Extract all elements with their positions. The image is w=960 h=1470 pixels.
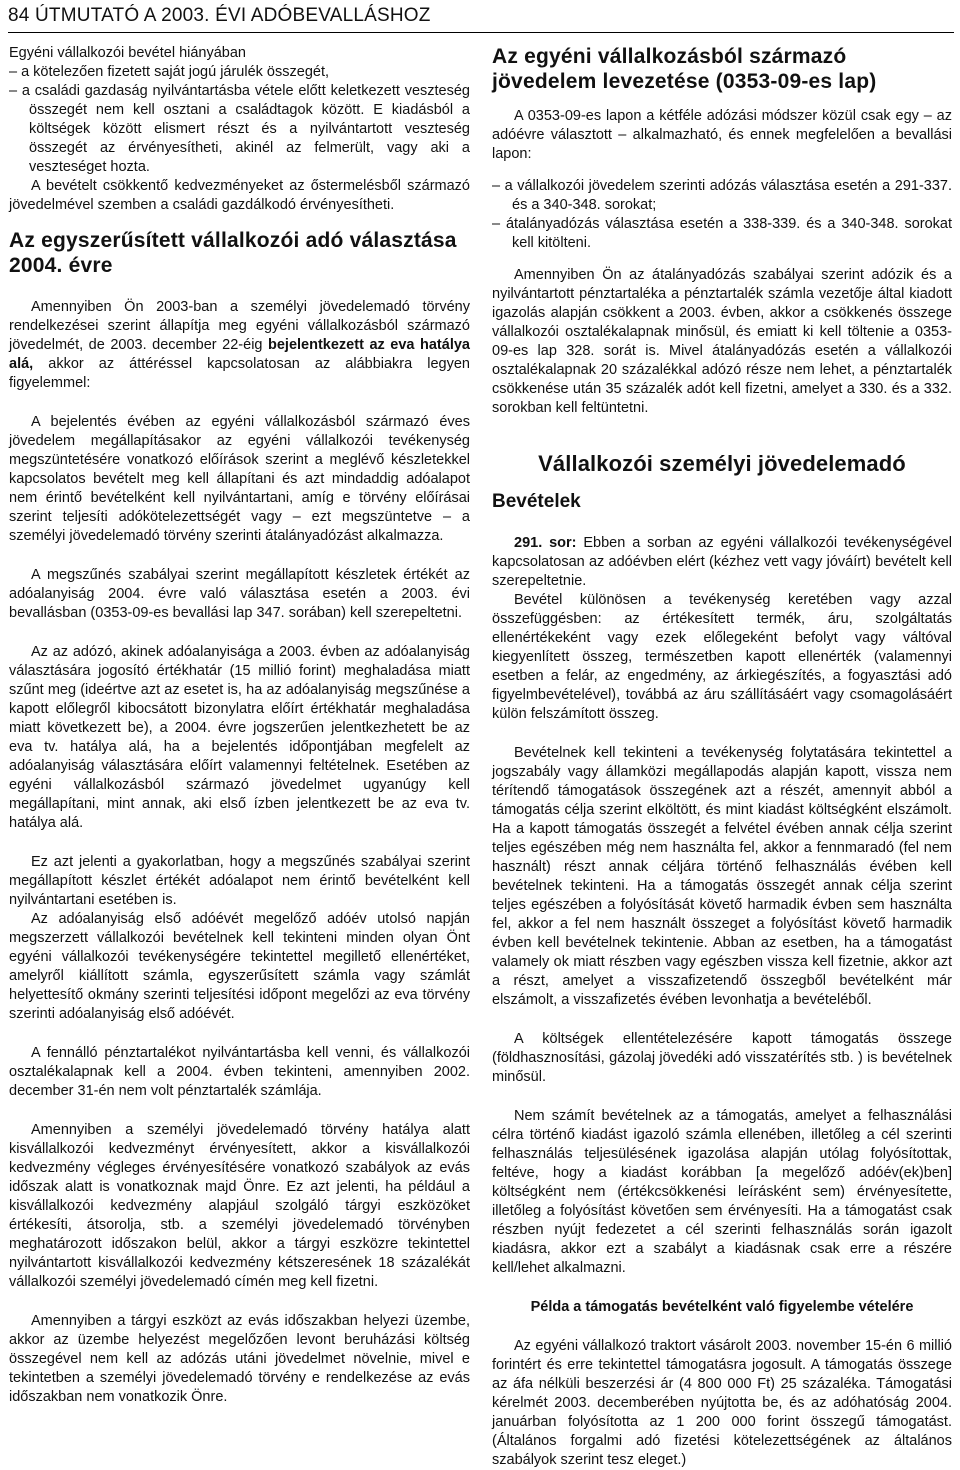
right-dash-item-2: – átalányadózás választása esetén a 338-339. és a 340-348. sorokat kell kitölteni.: [492, 216, 952, 251]
left-column: [9, 44, 470, 1407]
paragraph-9: Amennyiben a tárgyi eszközt az evás időszakban helyezi üzembe, akkor az üzembe helyezést megelőzően levont beruházási költség összegével nem kell az adózás utáni jövedelmet növelnie, mivel e tekintetben a személyi jövedelemadó törvény e rendelkezése az evás időszakban nem vonatkozik Önre.: [9, 1313, 470, 1405]
subheading-revenues: Bevételek: [492, 491, 581, 512]
intro-text: Egyéni vállalkozói bevétel hiányában: [9, 45, 246, 61]
page-header-title: 84 ÚTMUTATÓ A 2003. ÉVI ADÓBEVALLÁSHOZ: [8, 5, 431, 26]
section-heading-personal-income-tax: Vállalkozói személyi jövedelemadó: [538, 451, 906, 476]
row-291-text: Ebben a sorban az egyéni vállalkozói tevékenységével kapcsolatosan az adóévben elért (kézhez vett vagy jóváírt) bevételt kell szerepeltetnie.: [492, 535, 952, 589]
right-dash-item-1: – a vállalkozói jövedelem szerinti adózás választása esetén a 291-337. és a 340-348. sorokat;: [492, 178, 952, 213]
paragraph-1-text-c: akkor az áttéréssel kapcsolatosan az alábbiakra legyen figyelemmel:: [9, 356, 470, 391]
right-paragraph-row-291: [492, 534, 952, 591]
right-column: [492, 44, 952, 1470]
running-header: [8, 2, 954, 33]
right-paragraph-6: A költségek ellentételezésére kapott támogatás összege (földhasznosítási, gázolaj jövedéki adó visszatérítés stb. ) is bevételnek minősül.: [492, 1031, 952, 1085]
paragraph-8: Amennyiben a személyi jövedelemadó törvény hatálya alatt kisvállalkozói kedvezményt érvényesített, akkor a kisvállalkozói kedvezmény végleges érvényesítésére vonatkozó szabályok az evás időszak alatt is vonatkoznak majd Önre. Ez azt jelenti, ha például a kisvállalkozói kedvezmény alapjául szolgáló tárgyi eszközöket értékesíti, átsorolja, stb. a személyi jövedelemadó törvényben meghatározott időszakon belül, akkor a tárgyi eszközre tekintettel nyilvántartott kisvállalkozói kedvezmény kétszeresének 18 százalékát vállalkozói személyi jövedelemadó címén meg kell fizetni.: [9, 1122, 470, 1290]
dash-item-2: – a családi gazdaság nyilvántartásba vétele előtt keletkezett veszteség összegét nem kell osztani a családtagok között. E kiadásból a költségek között elismert részt és a nyilvántartott veszteség összegét az érvényesítheti, akinél az felmerült, vagy aki a veszteséget hozta.: [9, 83, 470, 175]
row-number-291: 291. sor:: [514, 535, 577, 551]
paragraph-6: Az adóalanyiság első adóévét megelőző adóév utolsó napján megszerzett vállalkozói bevételnek kell tekinteni minden olyan Önt egyéni vállalkozói tevékenységére tekintettel megillető ellenértéket, amelyről kiállított számla, egyszerűsített számla vagy számlát helyettesítő okmány szerinti teljesítési időpont megelőzi az eva törvény szerinti adóalanyiság első adóévét.: [9, 911, 470, 1022]
right-paragraph-5: Bevételnek kell tekinteni a tevékenység folytatására tekintettel a jogszabály vagy államközi megállapodás alapján kapott, vissza nem térítendő támogatások összegének azt a részét, amennyit abból a támogatás célja szerint elköltött, és mint kiadást költségként elszámolt. Ha a kapott támogatás összegét a felvétel évében annak célja szerint teljes egészében még nem használta fel, akkor a fennmaradó (fel nem használt) részt annak céljára történő felhasználás évében kell bevételnek tekinteni. Ha a támogatás összegét annak célja szerint teljes egészében a folyósítását követő harmadik évben sem használta fel, akkor a fel nem használt összeget a folyósítást követő harmadik évben kell bevételnek tekintenie. Abban az esetben, ha a támogatást valamely ok miatt részben vagy egészben vissza kell fizetnie, akkor azt a részt, amelyet a visszafizetendő összegből bevételként már elszámolt, a visszafizetés évében levonhatja a bevételéből.: [492, 745, 952, 1008]
section-heading-eva: Az egyszerűsített vállalkozói adó választása 2004. évre: [9, 229, 457, 277]
right-paragraph-2: Amennyiben Ön az átalányadózás szabályai szerint adózik és a nyilvántartott pénztartaléka a pénztartalék számla vezetője által kiadott igazolás alapján csökkent a 2003. évben, akkor a csökkenés összege vállalkozói osztalékalapnak minősül, és emiatt ki kell töltenie a 0353-09-es lap 328. sorát is. Mivel átalányadózás esetén a vállalkozói osztalékalapnak 20 százalékkal adózó része nem lehet, a pénztartalék csökkenése után 35 százalék adót kell fizetni, amelyet a 330. és a 332. sorokban kell feltüntetni.: [492, 267, 952, 416]
right-paragraph-1: A 0353-09-es lapon a kétféle adózási módszer közül csak egy – az adóévre választott – alkalmazható, és ennek megfelelően a bevallási lapon:: [492, 108, 952, 162]
paragraph-7: A fennálló pénztartalékot nyilvántartásba kell venni, és vállalkozói osztalékalapnak kell a 2004. évben tekinteni, amennyiben 2002. december 31-én nem volt pénztartalék számlája.: [9, 1045, 470, 1099]
paragraph-3: A megszűnés szabályai szerint megállapított készletek értékét az adóalanyiság 2004. évre való választása esetén a 2003. évi bevallásban (0353-09-es bevallási lap 347. sorában) kell szerepeltetni.: [9, 567, 470, 621]
right-paragraph-7: Nem számít bevételnek az a támogatás, amelyet a felhasználási célra történő kiadást igazoló számla ellenében, illetőleg a cél szerinti felhasználás teljesülésének igazolása alapján utólag folyósítottak, feltéve, hogy a kiadást korábban [a megelőző adóév(ek)ben] költségként nem (értékcsökkenési leírásként sem) érvényesítette, illetőleg a folyósítást követően sem érvényesíti. Ha a támogatást csak részben nyújt fedezetet a cél szerinti felhasználás során igazolt kiadásra, akkor ezt a szabályt a kiadásnak csak erre a részére kell/lehet alkalmazni.: [492, 1108, 952, 1276]
paragraph-4: Az az adózó, akinek adóalanyisága a 2003. évben az adóalanyiság választására jogosító értékhatár (15 millió forint) meghaladása miatt szűnt meg (ideértve azt az esetet is, ha az adóalanyiság megszűnése a kapott előlegről kibocsátott bizonylatra előírt értékhatár meghaladása miatt következett be), a 2004. évre jogszerűen jelentkezhetett be az eva tv. hatálya alá, ha a bejelentés időpontjában megfelelt az adóalanyiság választására előírt valamennyi feltételnek. Esetében az egyéni vállalkozásból származó jövedelmet ugyanúgy kell megállapítani, mint annak, aki első ízben jelentkezett be az eva tv. hatálya alá.: [9, 644, 470, 831]
paragraph-1: [9, 298, 470, 393]
paragraph-5: Ez azt jelenti a gyakorlatban, hogy a megszűnés szabályai szerint megállapított készlet értékét adóalapot nem érintő bevételként kell nyilvántartani esetében is.: [9, 854, 470, 908]
paragraph-1-bold: bejelentkezett az eva hatálya alá,: [9, 337, 470, 372]
right-paragraph-4: Bevétel különösen a tevékenység keretében vagy azzal összefüggésben: az értékesített termék, áru, szolgáltatás ellenértékeként vagy ezek előlegeként befolyt vagy váltóval kiegyenlített összeg, természetben kapott ellenérték (valamennyi esetben a felár, az engedmény, az árkiegészítés, a fogyasztási adó figyelmbevételével), továbbá az áru szállításáért vagy csomagolásáért külön felszámított összeg.: [492, 592, 952, 722]
paragraph-reduce: A bevételt csökkentő kedvezményeket az őstermelésből származó jövedelmével szemben a családi gazdálkodó érvényesítheti.: [9, 178, 470, 213]
right-paragraph-8: Az egyéni vállalkozó traktort vásárolt 2003. november 15-én 6 millió forintért és erre tekintettel támogatásra jogosult. A támogatás összege az áfa nélküli beszerzési ár (4 800 000 Ft) 25 százaléka. Támogatási kérelmét 2003. decemberében nyújtotta be, és az adóhatóság 2004. januárban folyósította az 1 200 000 forint összegű támogatást. (Általános forgalmi adó fizetési kötelezettségének az általános szabályok szerint tesz eleget.): [492, 1338, 952, 1468]
dash-item-1: – a kötelezően fizetett saját jogú járulék összegét,: [9, 64, 329, 80]
paragraph-1-text-a: Amennyiben Ön 2003-ban a személyi jövedelemadó törvény rendelkezései szerint állapítja meg egyéni vállalkozásból származó jövedelmét, de 2003. december 22-éig: [9, 299, 470, 353]
section-heading-income: Az egyéni vállalkozásból származó jövedelem levezetése (0353-09-es lap): [492, 45, 877, 93]
example-heading: Példa a támogatás bevételként való figyelembe vételére: [530, 1299, 914, 1315]
paragraph-2: A bejelentés évében az egyéni vállalkozásból származó éves jövedelem megállapításakor az egyéni vállalkozói tevékenység megszüntetésére vonatkozó előírások szerint a meglévő készletekkel kapcsolatos bevételt meg kell állapítani és azt mindaddig adóalapot nem érintő bevételként kell nyilvántartani, amíg e törvény előírásai szerint teljesíti adókötelezettségét vagy – ezt megszüntetve – a személyi jövedelemadó törvény szerinti átalányadózást alkalmazza.: [9, 414, 470, 544]
